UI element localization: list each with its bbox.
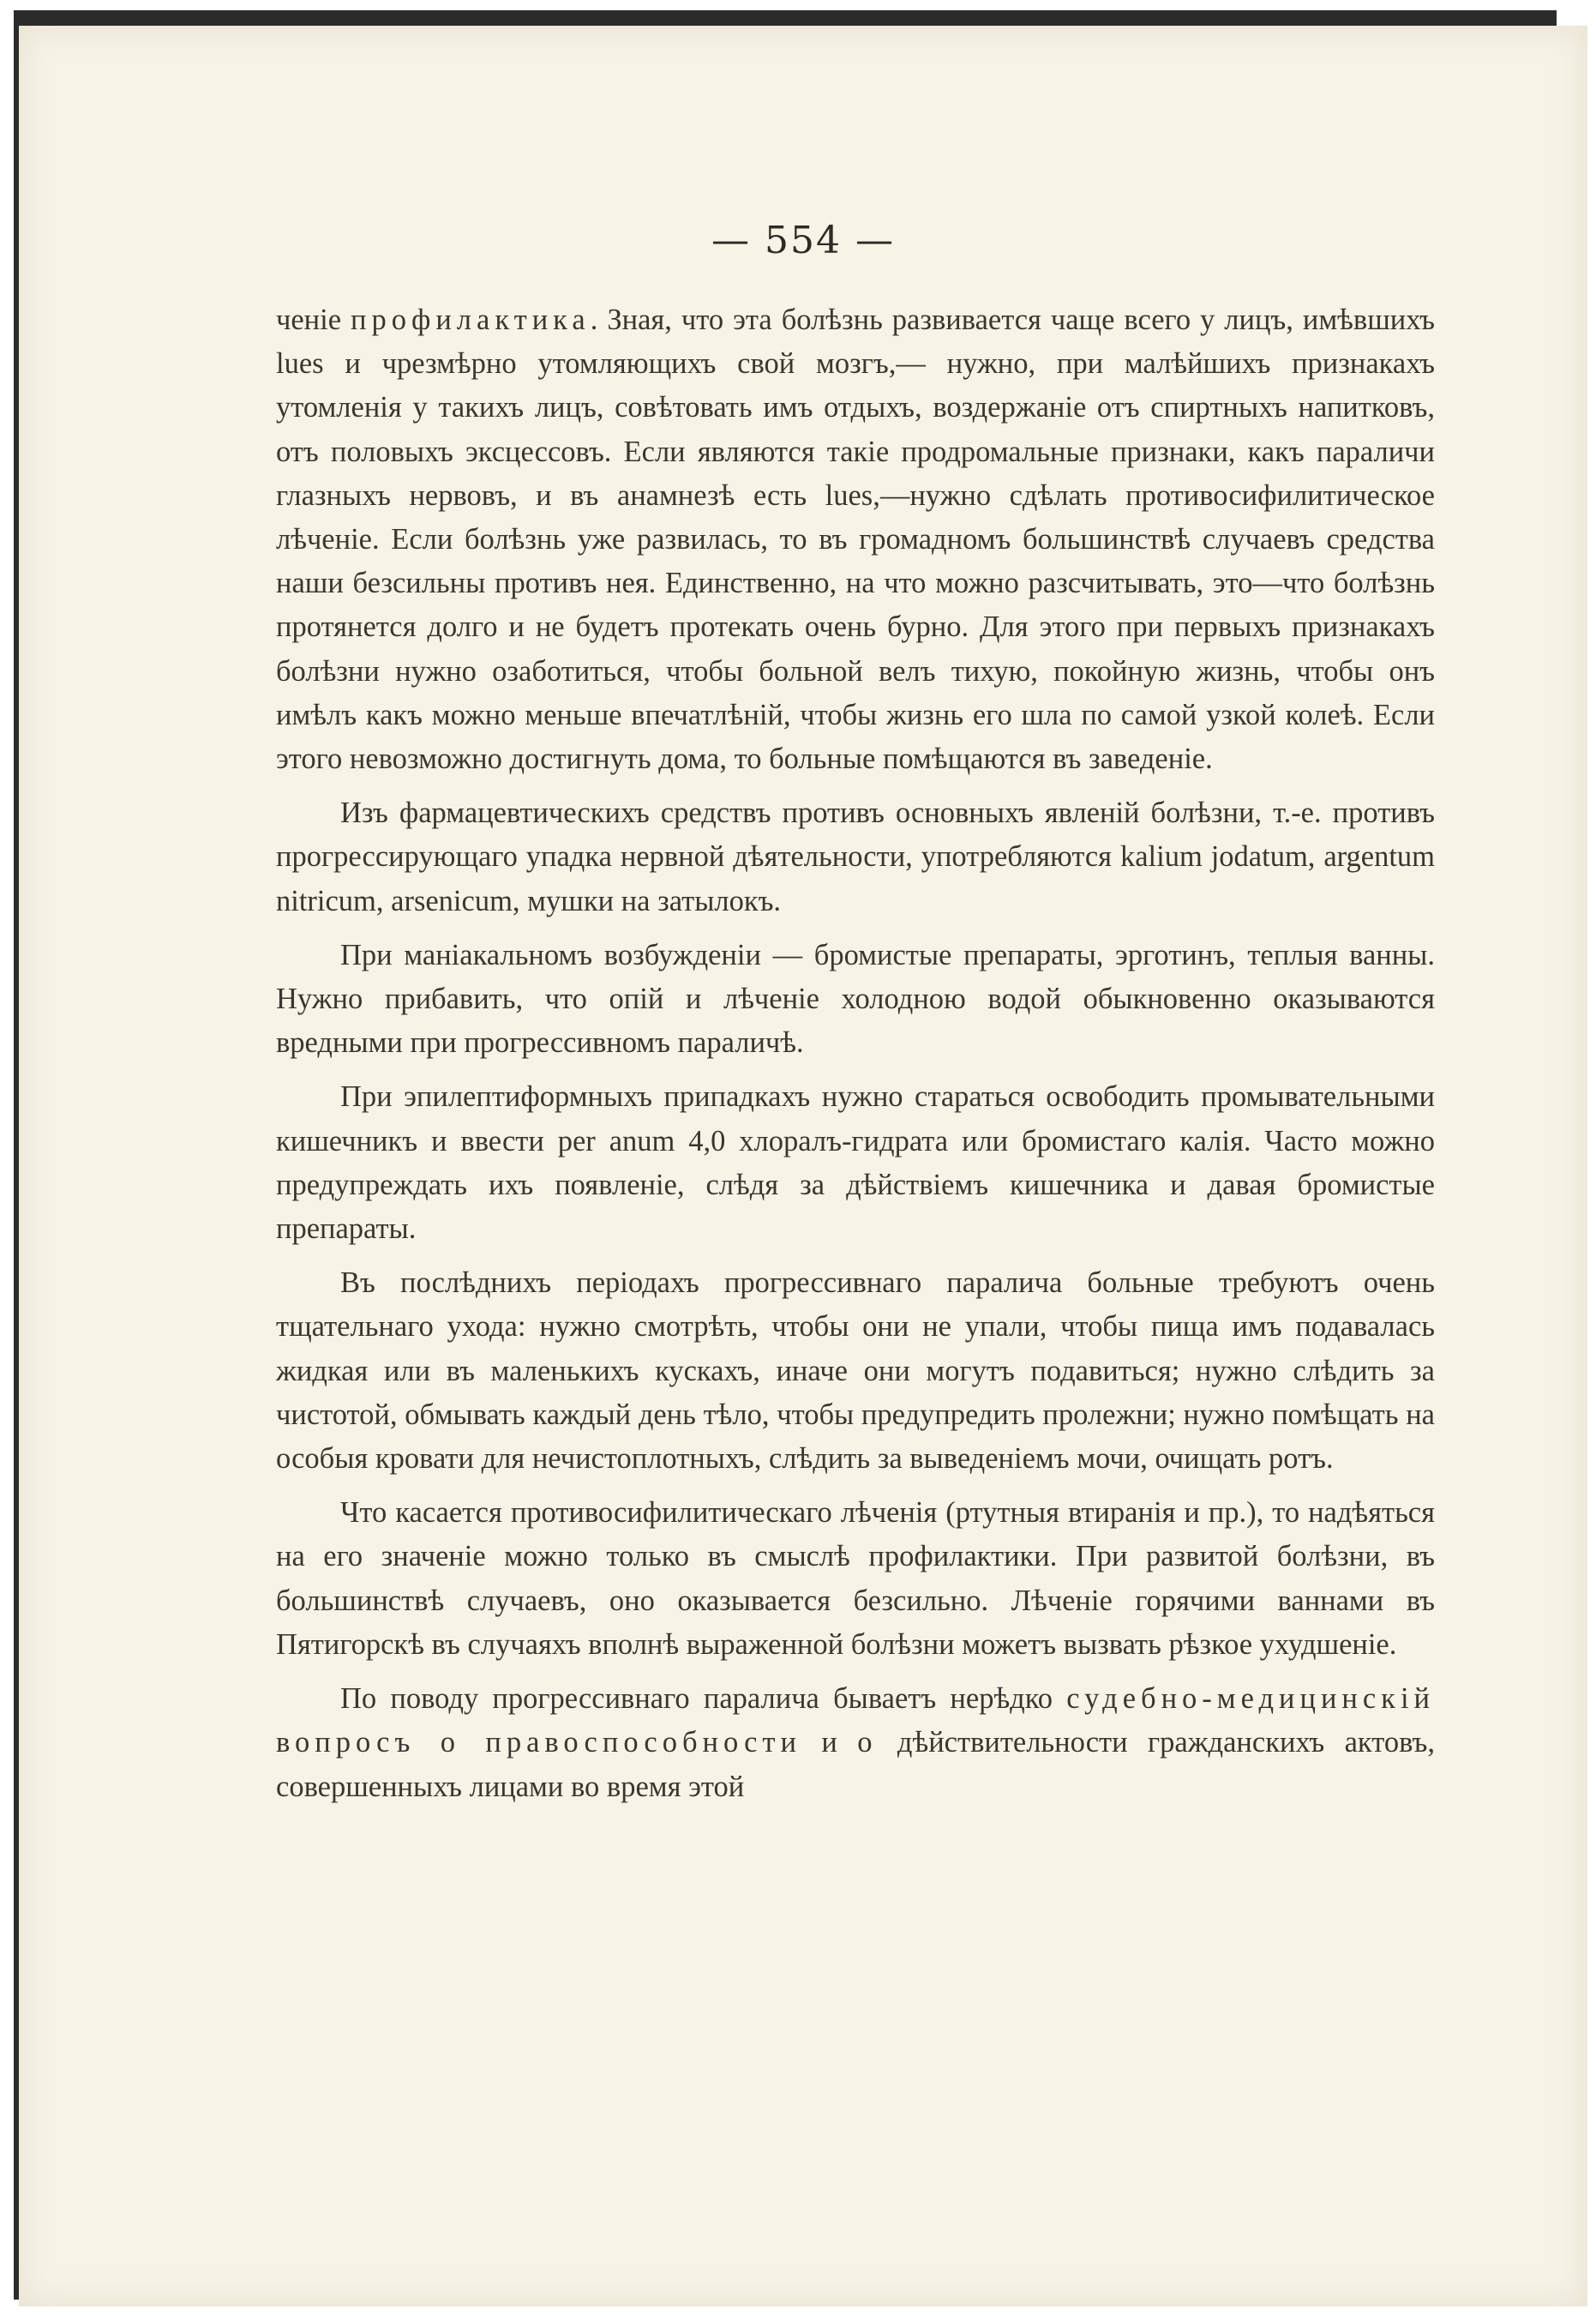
paragraph-1	[276, 298, 1435, 781]
paragraph-3: При маніакальномъ возбужденіи — бромистые препараты, эрготинъ, теплыя ванны. Нужно прибавить, что опій и лѣченіе холодною водой обыкновенно оказываются вредными при прогрессивномъ параличѣ.	[276, 938, 1435, 1060]
spaced-term: профилактика	[351, 304, 591, 336]
spaced-term: о	[857, 1726, 878, 1759]
page-sheet	[19, 26, 1587, 2306]
body-text	[276, 298, 1435, 1819]
page-number: — 554 —	[711, 219, 895, 262]
paragraph-6: Что касается противосифилитическаго лѣченія (ртутныя втиранія и пр.), то надѣяться на его значеніе можно только въ смыслѣ профилактики. При развитой болѣзни, въ большинствѣ случаевъ, оно оказывается безсильно. Лѣченіе горячими ваннами въ Пятигорскѣ въ случаяхъ вполнѣ выраженной болѣзни можетъ вызвать рѣзкое ухудшеніе.	[276, 1496, 1435, 1661]
paragraph-4: При эпилептиформныхъ припадкахъ нужно стараться освободить промывательными кишечникъ и ввести per anum 4,0 хлоралъ-гидрата или бромистаго калія. Часто можно предупреждать ихъ появленіе, слѣдя за дѣйствіемъ кишечника и давая бромистые препараты.	[276, 1080, 1435, 1246]
spaced-term: судебно-медицинскій вопросъ о правоспособности	[276, 1682, 1435, 1759]
text-run: дѣйствительности гражданскихъ актовъ, совершенныхъ лицами во время этой	[276, 1726, 1435, 1803]
paragraph-5: Въ послѣднихъ періодахъ прогрессивнаго паралича больные требуютъ очень тщательнаго ухода: нужно смотрѣть, чтобы они не упали, чтобы пища имъ подавалась жидкая или въ маленькихъ кускахъ, иначе они могутъ подавиться; нужно слѣдить за чистотой, обмывать каждый день тѣло, чтобы предупредить пролежни; нужно помѣщать на особыя кровати для нечистоплотныхъ, слѣдить за выведеніемъ мочи, очищать ротъ.	[276, 1266, 1435, 1476]
text-run: ченіе	[276, 304, 351, 336]
text-run: и	[801, 1726, 858, 1759]
paragraph-7	[276, 1677, 1435, 1809]
text-run: По поводу прогрессивнаго паралича бываетъ нерѣдко	[340, 1682, 1067, 1716]
text-run: . Зная, что эта болѣзнь развивается чаще всего у лицъ, имѣвшихъ lues и чрезмѣрно утомляющихъ свой мозгъ,— нужно, при малѣйшихъ признакахъ утомленія у такихъ лицъ, совѣтовать имъ отдыхъ, воздержаніе отъ спиртныхъ напитковъ, отъ половыхъ эксцессовъ. Если являются такіе продромальные признаки, какъ параличи глазныхъ нервовъ, и въ анамнезѣ есть lues,—нужно сдѣлать противосифилитическое лѣченіе. Если болѣзнь уже развилась, то въ громадномъ большинствѣ случаевъ средства наши безсильны противъ нея. Единственно, на что можно разсчитывать, это—что болѣзнь протянется долго и не будетъ протекать очень бурно. Для этого при первыхъ признакахъ болѣзни нужно озаботиться, чтобы больной велъ тихую, покойную жизнь, чтобы онъ имѣлъ какъ можно меньше впечатлѣній, чтобы жизнь его шла по самой узкой колеѣ. Если этого невозможно достигнуть дома, то больные помѣщаются въ заведеніе.	[276, 304, 1435, 776]
paragraph-2: Изъ фармацевтическихъ средствъ противъ основныхъ явленій болѣзни, т.-е. противъ прогрессирующаго упадка нервной дѣятельности, употребляются kalium jodatum, argentum nitricum, arsenicum, мушки на затылокъ.	[276, 797, 1435, 917]
